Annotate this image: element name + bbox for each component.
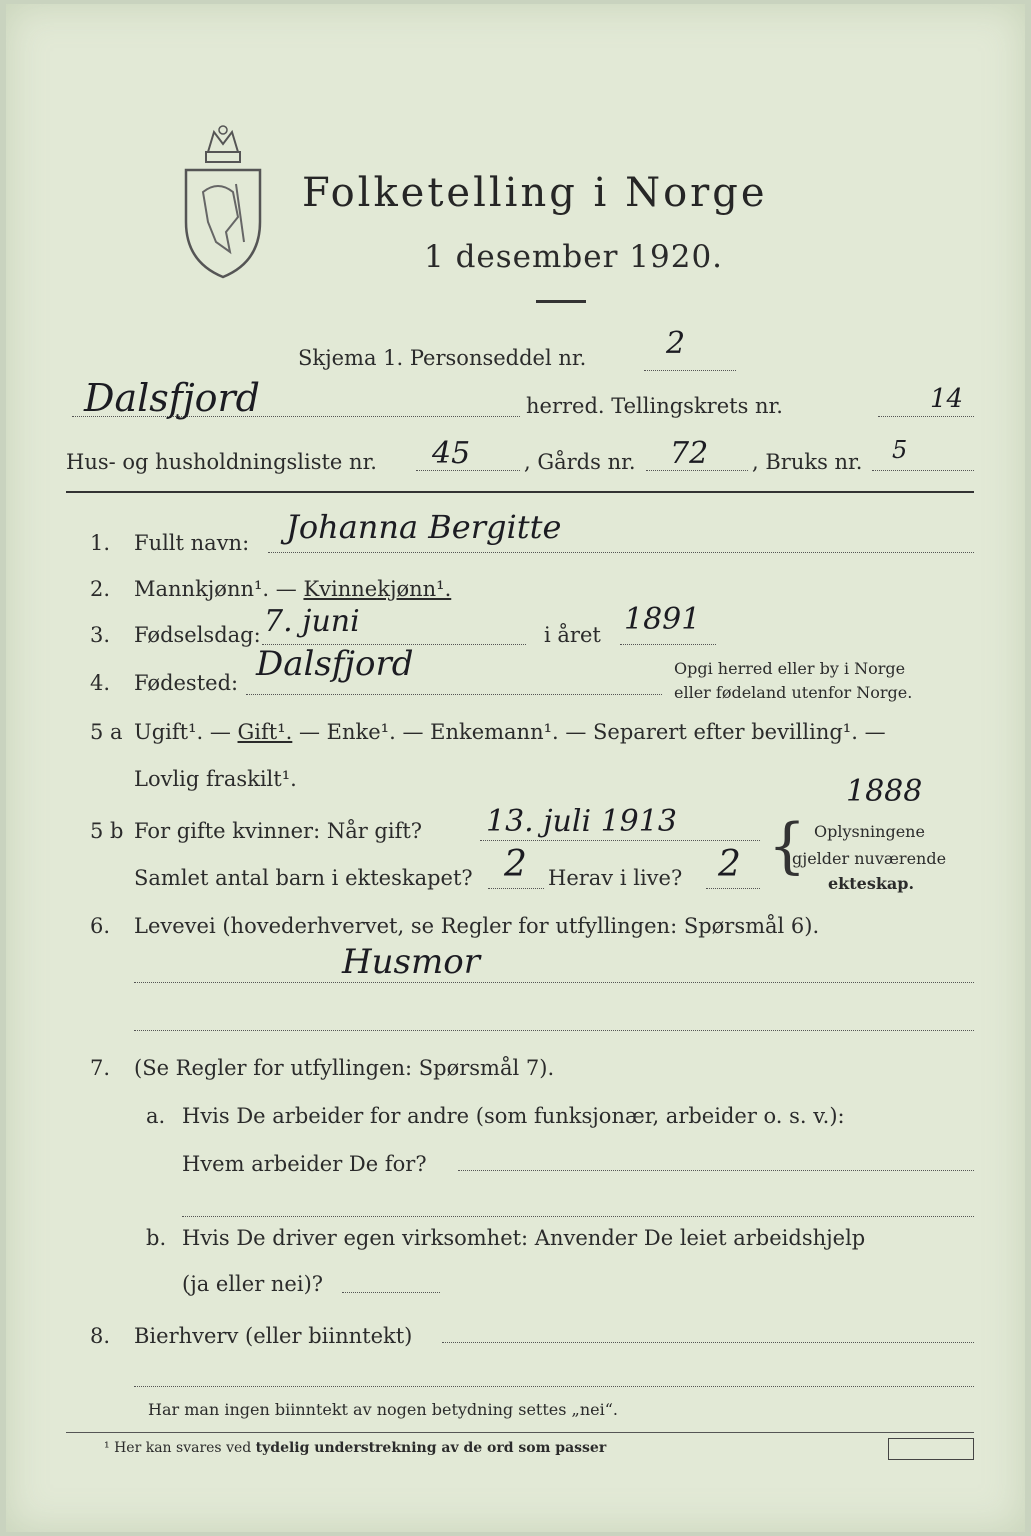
q4-number: 4. (90, 671, 111, 695)
q3-day-value[interactable]: 7. juni (264, 604, 360, 639)
census-form (6, 4, 1025, 1532)
form-date: 1 desember 1920. (424, 239, 724, 275)
norway-coat-of-arms-icon (178, 122, 268, 282)
herred-label: herred. Tellingskrets nr. (526, 394, 783, 418)
q1-line (268, 552, 974, 553)
alive-value[interactable]: 2 (718, 844, 741, 885)
footer-divider (66, 1432, 974, 1433)
q3-year-value[interactable]: 1891 (624, 602, 701, 637)
footnote: ¹ Her kan svares ved tydelig understrekning av de ord som passer (104, 1440, 607, 1456)
alive-line (706, 888, 760, 889)
gards-value[interactable]: 72 (670, 436, 709, 471)
q5b-number: 5 b (90, 819, 124, 843)
q3-number: 3. (90, 623, 111, 647)
q4-label: Fødested: (134, 671, 239, 695)
q7b-letter: b. (146, 1226, 167, 1250)
q8-line-2 (134, 1386, 974, 1387)
q7a-label: Hvis De arbeider for andre (som funksjonær, arbeider o. s. v.): (182, 1104, 845, 1128)
q1-label: Fullt navn: (134, 531, 250, 555)
children-line (488, 888, 544, 889)
q1-number: 1. (90, 531, 111, 555)
q5b-extra-value[interactable]: 1888 (846, 774, 923, 809)
q5b-note-3: ekteskap. (828, 874, 915, 893)
q7b-line (342, 1292, 440, 1293)
q6-label: Levevei (hovederhvervet, se Regler for utfyllingen: Spørsmål 6). (134, 914, 820, 938)
q2-label: Mannkjønn¹. — Kvinnekjønn¹. (134, 577, 452, 601)
husliste-label: Hus- og husholdningsliste nr. (66, 450, 377, 474)
title-divider (536, 300, 586, 303)
q5b-note-2: gjelder nuværende (792, 849, 947, 868)
q6-line-2 (134, 1030, 974, 1031)
q7a-label-2: Hvem arbeider De for? (182, 1152, 427, 1176)
children-label: Samlet antal barn i ekteskapet? (134, 866, 473, 890)
q7b-label-2: (ja eller nei)? (182, 1272, 324, 1296)
alive-label: Herav i live? (548, 866, 683, 890)
q5a-options-2: Lovlig fraskilt¹. (134, 767, 297, 791)
q6-value[interactable]: Husmor (342, 942, 480, 982)
q7-label: (Se Regler for utfyllingen: Spørsmål 7). (134, 1056, 555, 1080)
q8-number: 8. (90, 1324, 111, 1348)
personseddel-value[interactable]: 2 (666, 326, 686, 361)
herred-value[interactable]: Dalsfjord (84, 376, 260, 420)
q3-label: Fødselsdag: (134, 623, 261, 647)
q6-number: 6. (90, 914, 111, 938)
header-divider (66, 491, 974, 493)
tellingskrets-value[interactable]: 14 (930, 384, 964, 414)
gards-label: , Gårds nr. (524, 450, 636, 474)
q4-value[interactable]: Dalsfjord (256, 644, 414, 684)
q5b-note-1: Oplysningene (814, 822, 925, 841)
q3-year-line (620, 644, 716, 645)
schema-label: Skjema 1. Personseddel nr. (298, 346, 587, 370)
q3-year-label: i året (544, 623, 601, 647)
footer-note: Har man ingen biinntekt av nogen betydning settes „nei“. (148, 1400, 618, 1419)
q4-note-2: eller fødeland utenfor Norge. (674, 683, 913, 702)
q1-value[interactable]: Johanna Bergitte (286, 508, 562, 546)
q5b-line (480, 840, 760, 841)
bruks-line (872, 470, 974, 471)
q7b-label: Hvis De driver egen virksomhet: Anvender De leiet arbeidshjelp (182, 1226, 866, 1250)
q7a-line-2 (182, 1216, 974, 1217)
q5a-options: Ugift¹. — Gift¹. — Enke¹. — Enkemann¹. — Separert efter bevilling¹. — (134, 720, 886, 744)
personseddel-line (644, 370, 736, 371)
q7a-letter: a. (146, 1104, 166, 1128)
q5b-value[interactable]: 13. juli 1913 (486, 804, 677, 839)
children-value[interactable]: 2 (504, 844, 527, 885)
q5b-label: For gifte kvinner: Når gift? (134, 819, 423, 843)
brace: { (768, 811, 807, 881)
q2-number: 2. (90, 577, 111, 601)
q7a-line (458, 1170, 974, 1171)
q7-number: 7. (90, 1056, 111, 1080)
q4-note-1: Opgi herred eller by i Norge (674, 659, 906, 678)
q4-line (246, 694, 662, 695)
bruks-label: , Bruks nr. (752, 450, 863, 474)
q8-line (442, 1342, 974, 1343)
q5a-number: 5 a (90, 720, 123, 744)
bruks-value[interactable]: 5 (892, 436, 908, 464)
form-title: Folketelling i Norge (302, 170, 768, 216)
q8-label: Bierhverv (eller biinntekt) (134, 1324, 413, 1348)
q6-line-1 (134, 982, 974, 983)
tellingskrets-line (878, 416, 974, 417)
printer-stamp (888, 1438, 974, 1460)
husliste-value[interactable]: 45 (432, 436, 471, 471)
